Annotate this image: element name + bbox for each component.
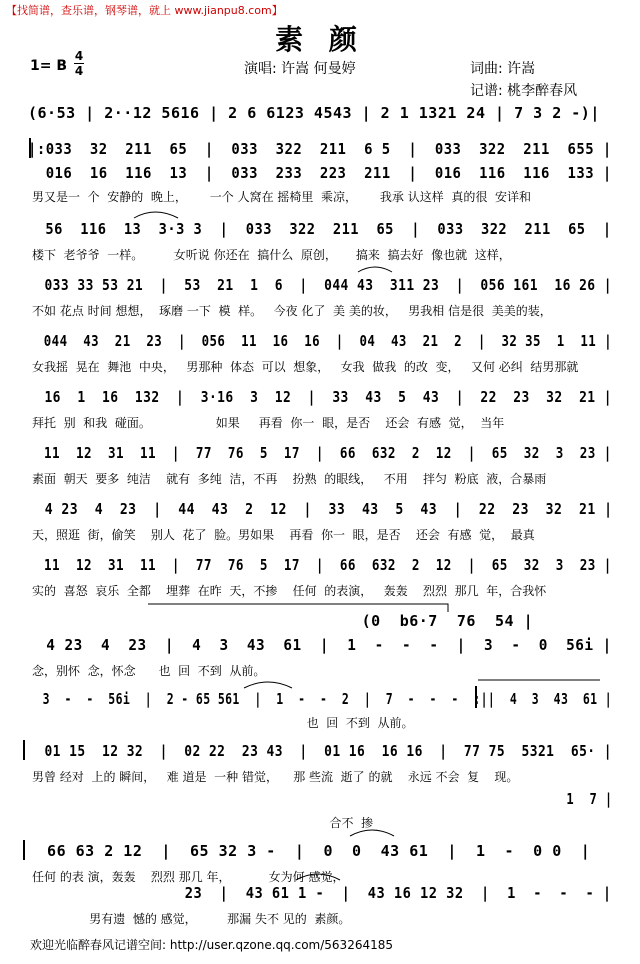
lyric-row: 女我摇 晃在 舞池 中央， 男那种 体态 可以 想象， 女我 做我 的改 变， 又何 必纠 结男那就 [32, 360, 579, 374]
lyric-row: 不如 花点 时间 想想， 琢磨 一下 模 样。 今夜 化了 美 美的妆， 男我相 信是很 美美的装， [32, 304, 552, 318]
tie-slur [244, 682, 292, 688]
music-row: 4 23 4 23 | 4 3 43 61 | 1 - - - | 3 - 0 56i | [28, 636, 612, 654]
lyric-row: 实的 喜怒 哀乐 全都 埋葬 在昨 天，不掺 任何 的表演， 轰轰 烈烈 那几 年，合我怀 [32, 584, 547, 598]
time-top: 4 [74, 49, 84, 63]
song-title: 素 颜 [275, 23, 365, 56]
watermark: 【找简谱，查乐谱，钢琴谱，就上 www.jianpu8.com】 [6, 4, 283, 17]
music-row: (0 b6·7 76 54 | [28, 612, 534, 630]
intro-line: (6·53 | 2··12 5616 | 2 6 6123 4543 | 2 1 1321 24 | 7 3 2 -)| [28, 104, 600, 122]
time-bottom: 4 [74, 64, 84, 78]
music-row: 4 23 4 23 | 44 43 2 12 | 33 43 5 43 | 22 23 32 21 | [28, 500, 613, 518]
key-signature: 1= B [30, 58, 68, 74]
tie-slur [134, 212, 178, 218]
tie-slur [296, 874, 340, 880]
music-row: 56 116 13 3·3 3 | 033 322 211 65 | 033 322 211 65 | [28, 220, 612, 238]
singer-credit: 演唱: 许嵩 何曼婷 [244, 61, 356, 77]
lyric-row: 男有遗 憾的 感觉， 那漏 失不 见的 素颜。 [32, 912, 351, 926]
music-row: 016 16 116 13 | 033 233 223 211 | 016 116 116 133 | [28, 164, 612, 182]
lyricist-composer-credit: 词曲: 许嵩 [470, 61, 536, 77]
lyric-row: 楼下 老爷爷 一样。 女听说 你还在 搞什么 原创， 搞来 搞去好 像也就 这样， [32, 248, 511, 262]
lyric-row: 也 回 不到 从前。 [32, 716, 414, 730]
lyric-row: 拜托 别 和我 碰面。 如果 再看 你一 眼，是否 还会 有感 觉， 当年 [32, 416, 505, 430]
music-row: 16 1 16 132 | 3·16 3 12 | 33 43 5 43 | 22 23 32 21 | [28, 388, 612, 406]
music-row: 11 12 31 11 | 77 76 5 17 | 66 632 2 12 | 65 32 3 23 | [28, 444, 612, 462]
lyric-row: 合不 掺 [32, 816, 374, 830]
tie-slur [358, 267, 392, 272]
music-row: 11 12 31 11 | 77 76 5 17 | 66 632 2 12 | 65 32 3 23 | [28, 556, 612, 574]
music-row: 23 | 43 61 1 - | 43 16 12 32 | 1 - - - | [28, 884, 612, 902]
music-row: 044 43 21 23 | 056 11 16 16 | 04 43 21 2 | 32 35 1 11 | [28, 332, 612, 350]
music-row: |:033 32 211 65 | 033 322 211 6 5 | 033 322 211 655 | [28, 140, 612, 158]
lyric-row: 任何 的表 演，轰轰 烈烈 那几 年， 女为何 感觉， [32, 870, 345, 884]
arranger-credit: 记谱: 桃李醉春风 [470, 83, 578, 99]
lyric-row: 念，别怀 念，怀念 也 回 不到 从前。 [32, 664, 266, 678]
lyric-row: 男曾 经对 上的 瞬间， 难 道是 一种 错觉， 那 些流 逝了 的就 永远 不会 复 现。 [32, 770, 519, 784]
music-row: 3 - - 56i | 2 - 65 561 | 1 - - 2 | 7 - - - :|| 4 3 43 61 | [28, 690, 613, 708]
music-row: 01 15 12 32 | 02 22 23 43 | 01 16 16 16 | 77 75 5321 65· | [28, 742, 612, 760]
footer-credit: 欢迎光临醉春风记谱空间: http://user.qzone.qq.com/563264185 [30, 938, 394, 952]
lyric-row: 素面 朝天 要多 纯洁 就有 多纯 洁，不再 扮熟 的眼线， 不用 拌匀 粉底 液，合暴雨 [32, 472, 547, 486]
volta-bracket-1 [148, 604, 448, 612]
lyric-row: 天，照逛 街，偷笑 别人 花了 脸。男如果 再看 你一 眼，是否 还会 有感 觉， 最真 [32, 528, 535, 542]
tie-slur [350, 830, 394, 836]
lyric-row: 男又是一 个 安静的 晚上， 一个 人窝在 摇椅里 乘凉， 我承 认这样 真的很 安详和 [32, 190, 531, 204]
music-row: 66 63 2 12 | 65 32 3 - | 0 0 43 61 | 1 - 0 0 | [28, 842, 591, 860]
music-row: 033 33 53 21 | 53 21 1 6 | 044 43 311 23 | 056 161 16 26 | [28, 276, 612, 294]
music-row: 1 7 | [28, 790, 613, 808]
